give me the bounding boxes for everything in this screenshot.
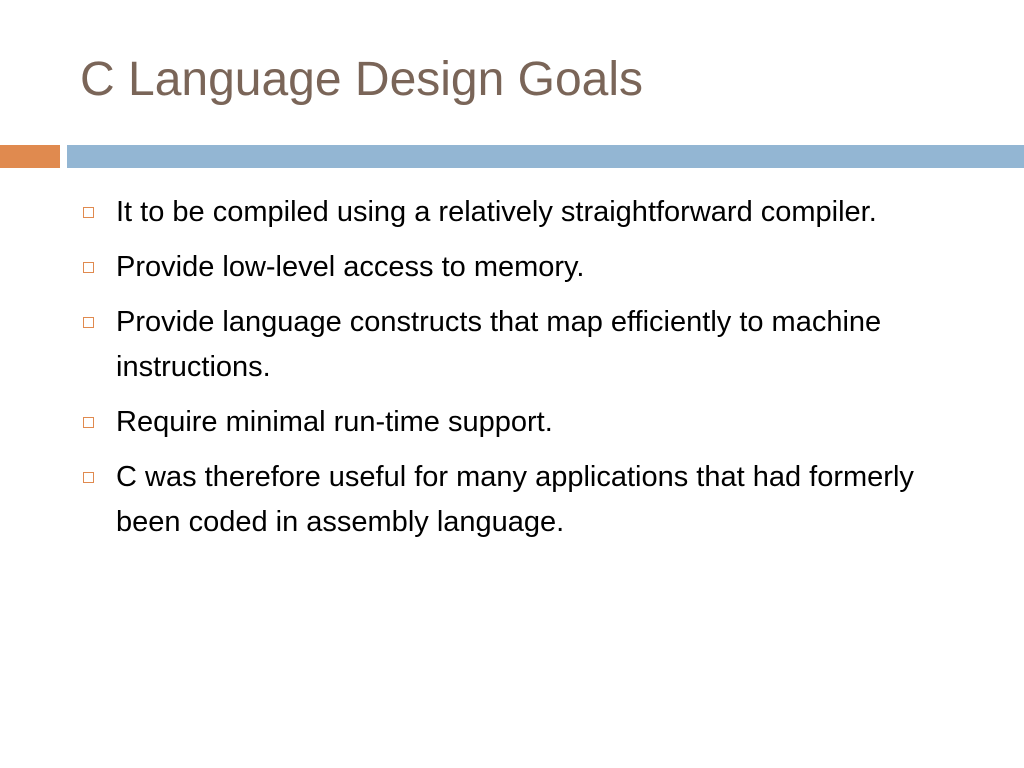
- hollow-square-icon: [83, 417, 94, 428]
- bullet-item: [80, 300, 980, 390]
- accent-bar-blue: [67, 145, 1024, 168]
- accent-bar-orange: [0, 145, 60, 168]
- bullet-item: [80, 245, 980, 290]
- bullet-item: [80, 190, 980, 235]
- slide-title: C Language Design Goals: [80, 53, 644, 106]
- bullet-list: [80, 190, 980, 555]
- bullet-text: C was therefore useful for many applications that had formerly been coded in assembly language.: [116, 461, 914, 538]
- hollow-square-icon: [83, 472, 94, 483]
- hollow-square-icon: [83, 262, 94, 273]
- bullet-text: Require minimal run-time support.: [116, 406, 553, 438]
- hollow-square-icon: [83, 317, 94, 328]
- bullet-item: [80, 455, 980, 545]
- bullet-text: It to be compiled using a relatively straightforward compiler.: [116, 196, 877, 228]
- bullet-text: Provide language constructs that map efficiently to machine instructions.: [116, 306, 882, 383]
- bullet-text: Provide low-level access to memory.: [116, 251, 585, 283]
- bullet-item: [80, 400, 980, 445]
- hollow-square-icon: [83, 207, 94, 218]
